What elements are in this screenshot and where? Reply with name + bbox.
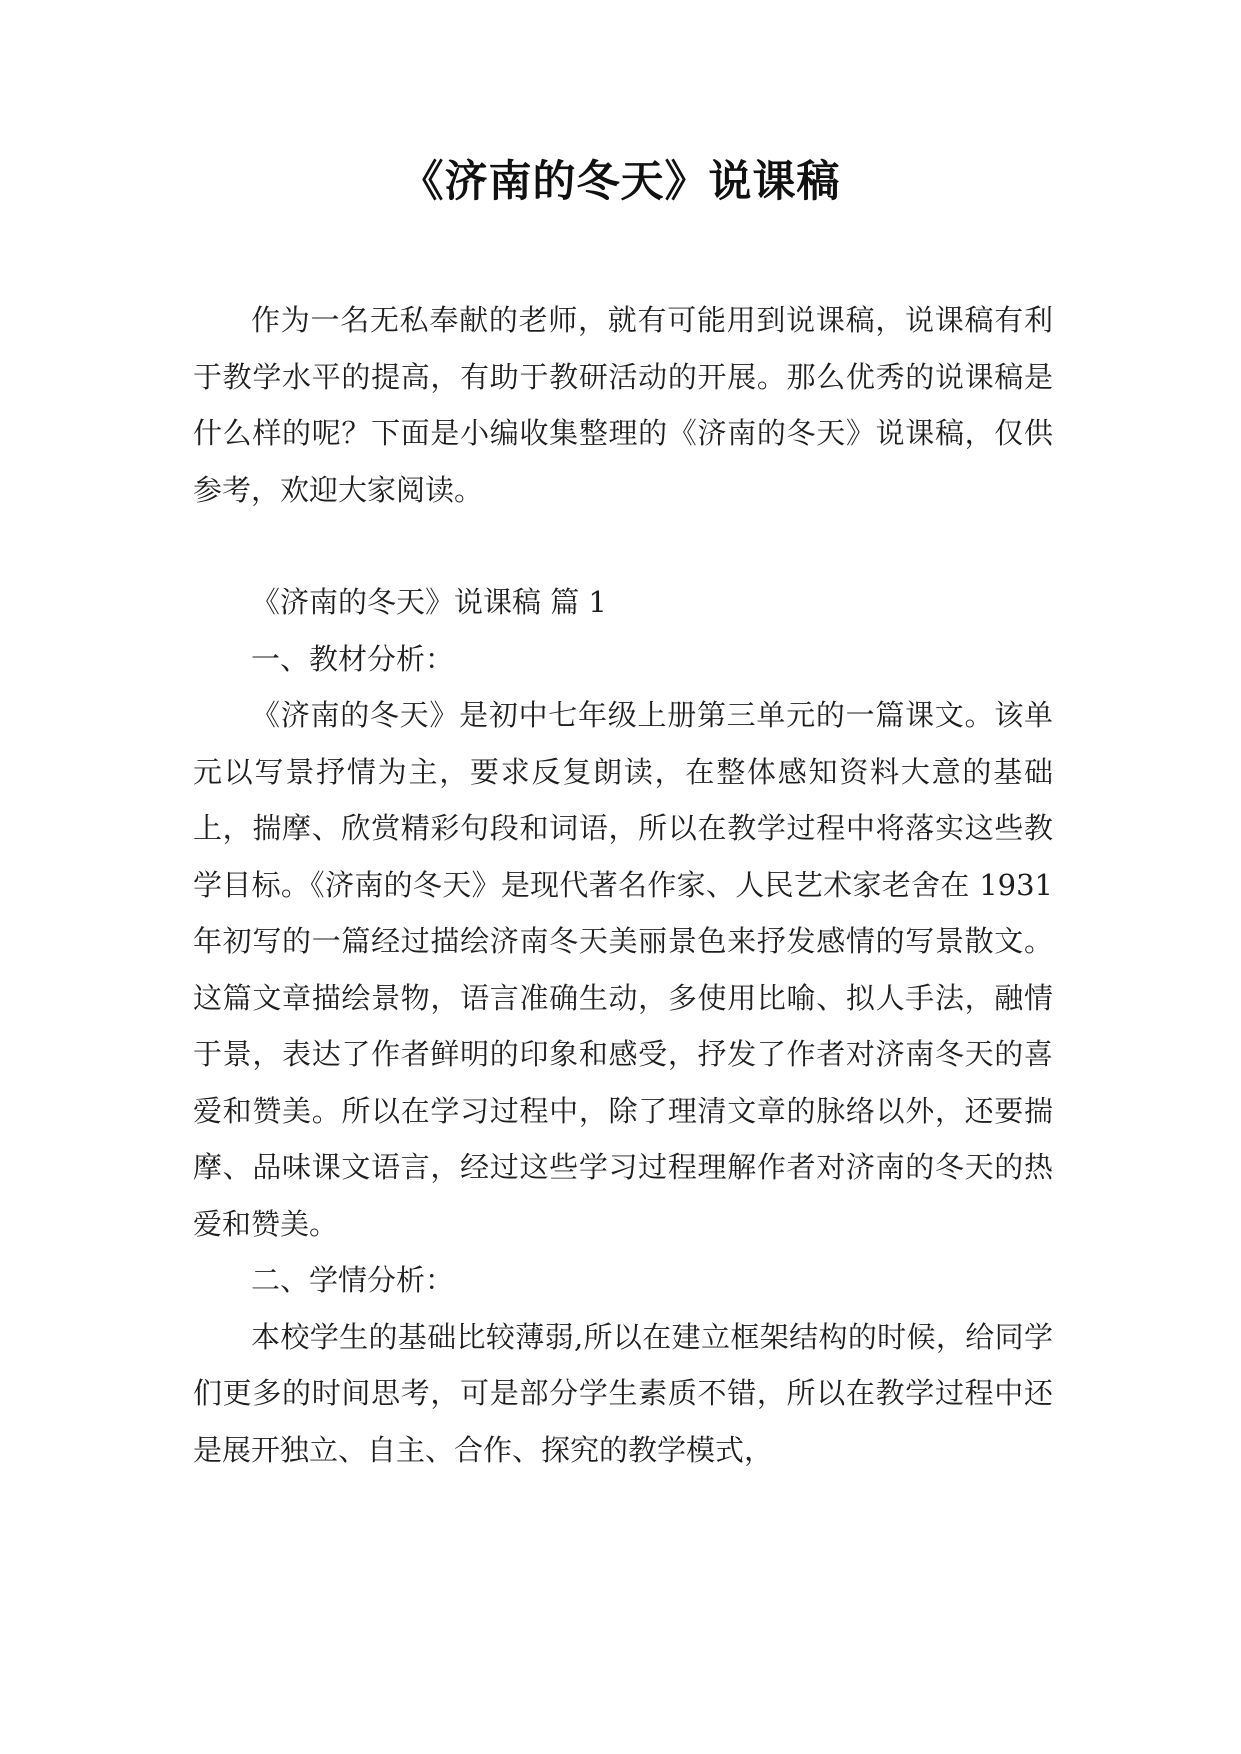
section-title: 《济南的冬天》说课稿 篇 1: [251, 585, 607, 619]
paragraph-student-analysis: 本校学生的基础比较薄弱,所以在建立框架结构的时候，给同学们更多的时间思考，可是部分学生素质不错，所以在教学过程中还是展开独立、自主、合作、探究的教学模式，: [193, 1319, 1053, 1467]
document-title: 《济南的冬天》说课稿: [400, 157, 841, 207]
heading-textbook-analysis: 一、教材分析：: [251, 641, 455, 676]
heading-student-analysis: 二、学情分析：: [251, 1263, 455, 1297]
intro-paragraph: 作为一名无私奉献的老师，就有可能用到说课稿，说课稿有利于教学水平的提高，有助于教研活动的开展。那么优秀的说课稿是什么样的呢？下面是小编收集整理的《济南的冬天》说课稿，仅供参考，欢迎大家阅读。: [193, 303, 1053, 507]
paragraph-textbook-analysis: 《济南的冬天》是初中七年级上册第三单元的一篇课文。该单元以写景抒情为主，要求反复朗读，在整体感知资料大意的基础上，揣摩、欣赏精彩句段和词语，所以在教学过程中将落实这些教学目标。《济南的冬天》是现代著名作家、人民艺术家老舍在 1931 年初写的一篇经过描绘济南冬天美丽景色来抒发感情的写景散文。这篇文章描绘景物，语言准确生动，多使用比喻、拟人手法，融情于景，表达了作者鲜明的印象和感受，抒发了作者对济南冬天的喜爱和赞美。所以在学习过程中，除了理清文章的脉络以外，还要揣摩、品味课文语言，经过这些学习过程理解作者对济南的冬天的热爱和赞美。: [193, 698, 1053, 1241]
document-body: [193, 292, 1053, 1478]
spacer: [193, 518, 1053, 574]
